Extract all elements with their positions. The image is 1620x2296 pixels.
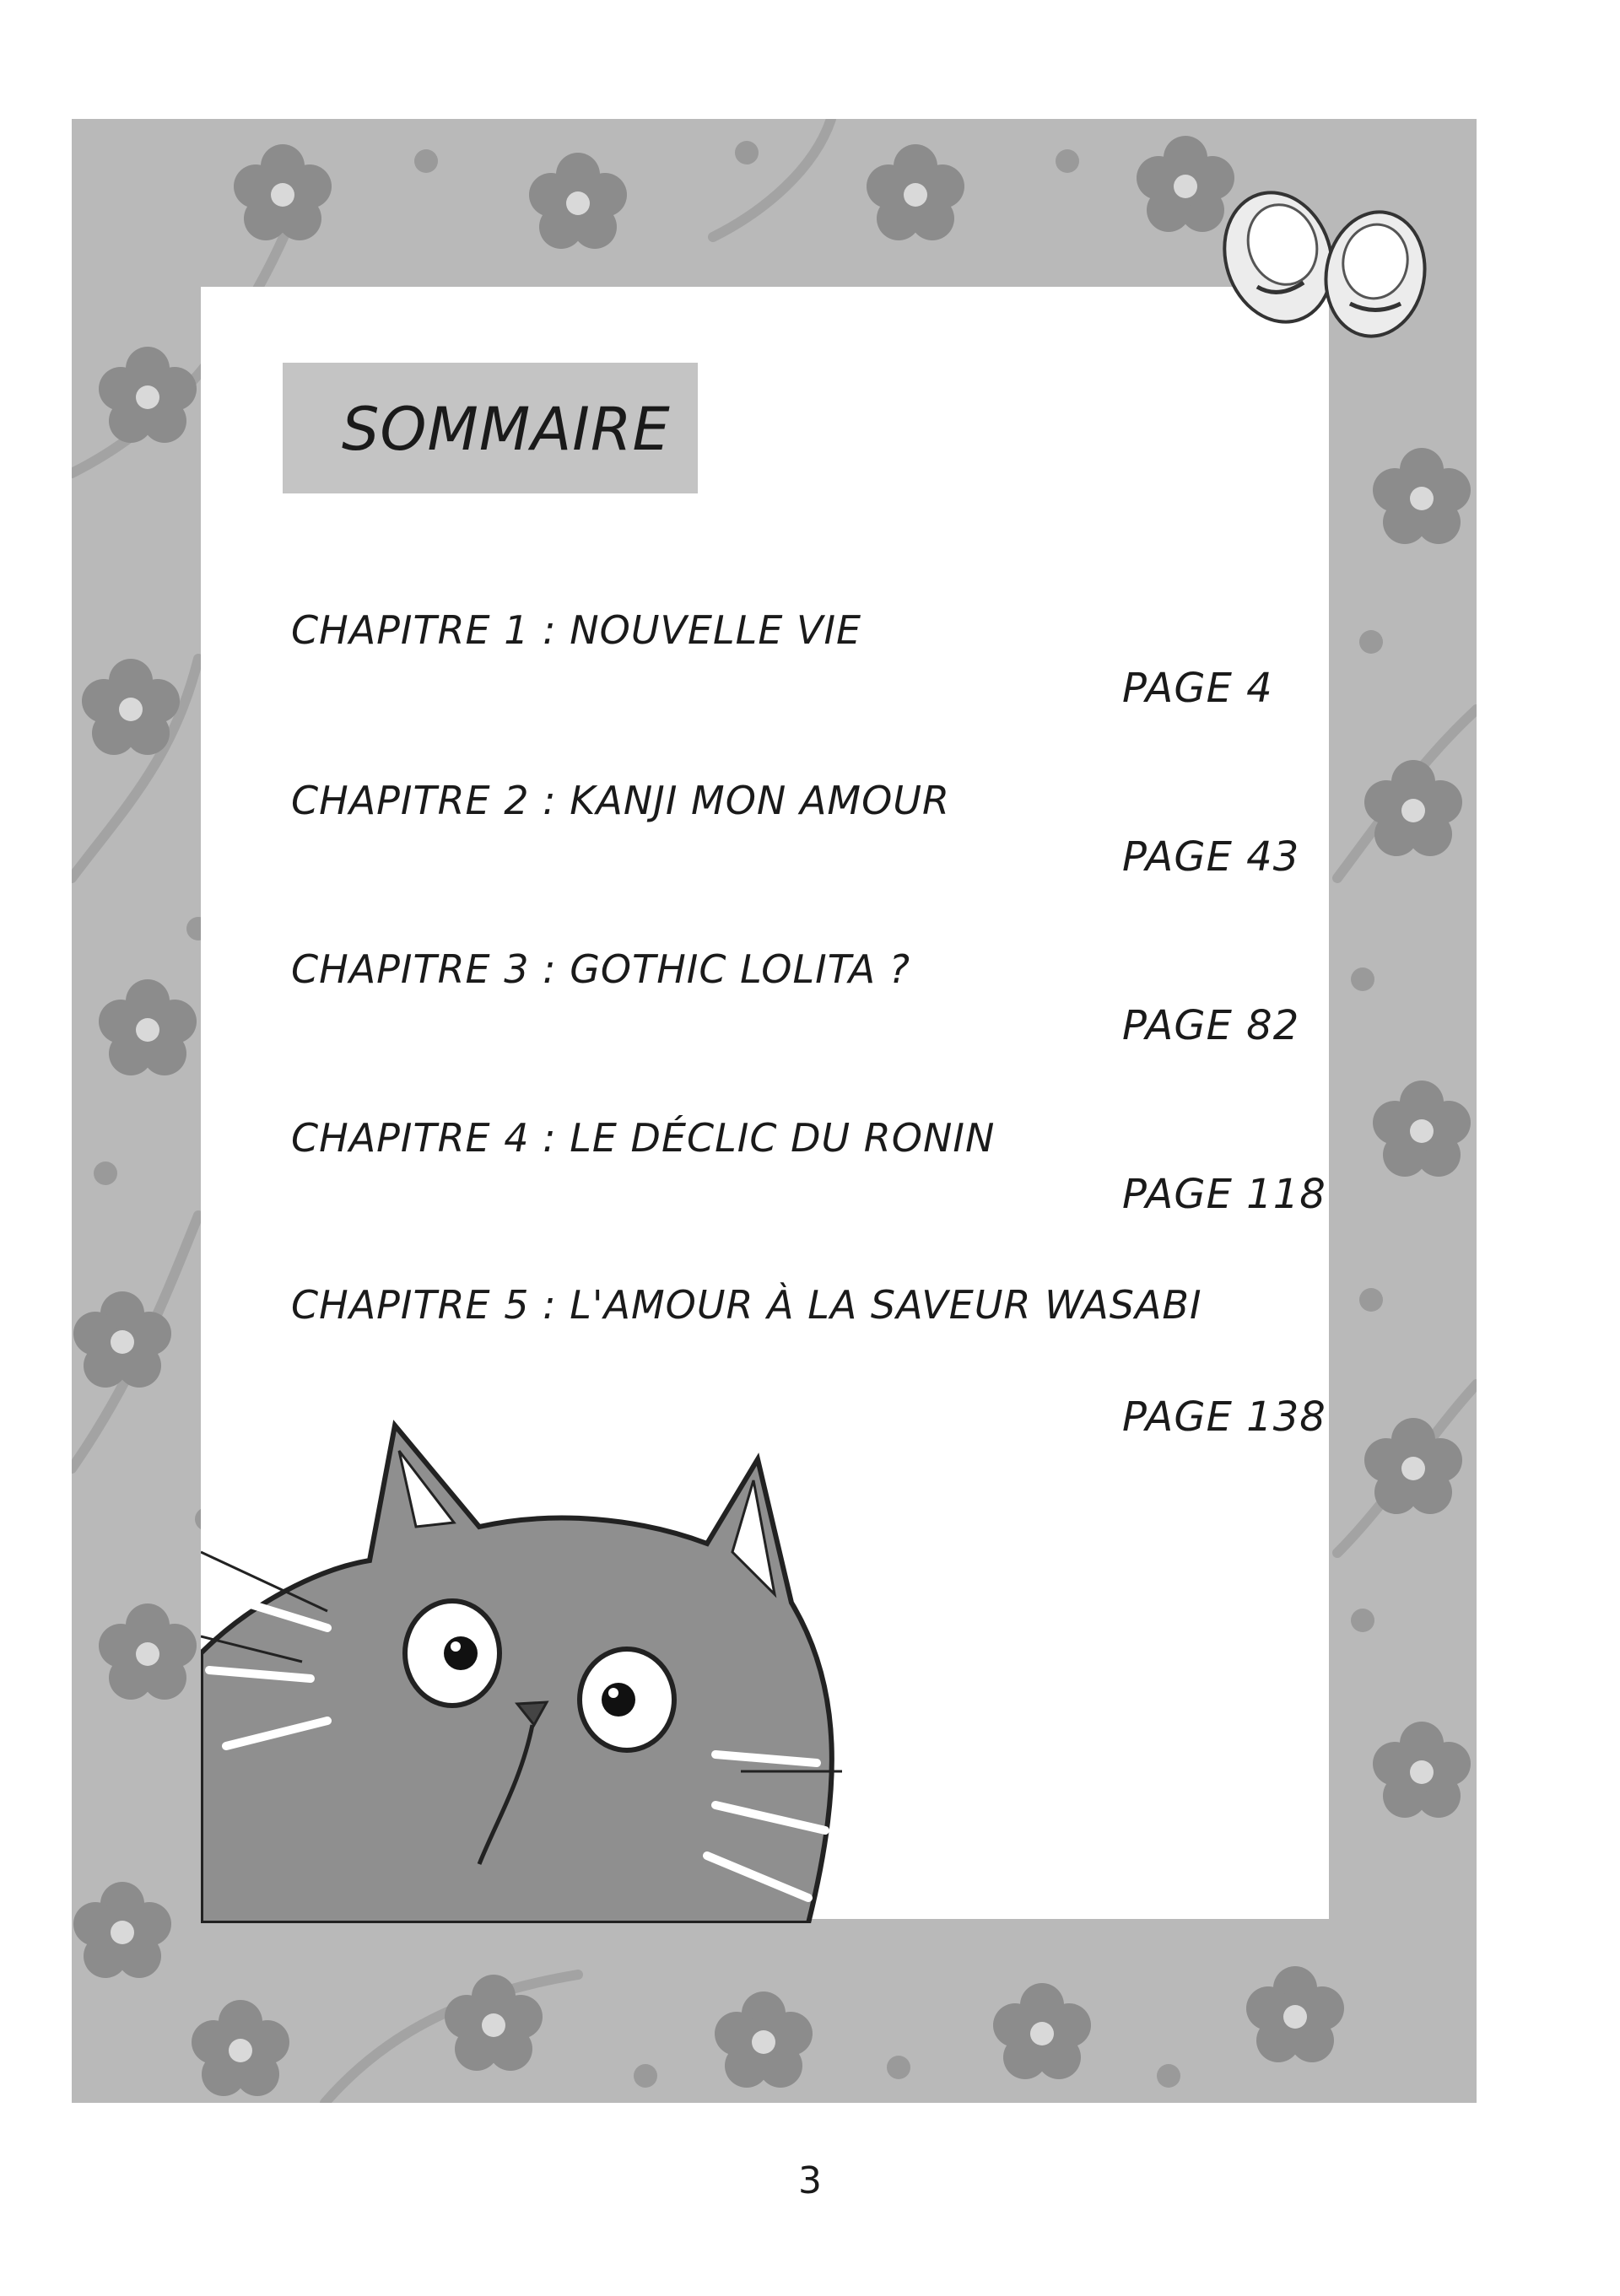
page-title: SOMMAIRE: [342, 395, 671, 464]
chapter-2-title: CHAPITRE 2 : KANJI MON AMOUR: [291, 778, 950, 823]
chapter-5-page: PAGE 138: [1122, 1393, 1326, 1441]
chapter-1-page: PAGE 4: [1122, 665, 1273, 712]
chapter-5-title: CHAPITRE 5 : L'AMOUR À LA SAVEUR WASABI: [291, 1282, 1202, 1328]
chapter-2-page: PAGE 43: [1122, 833, 1300, 881]
chapter-3-page: PAGE 82: [1122, 1002, 1300, 1049]
title-box: [283, 363, 698, 493]
cat-peeking-illustration: [201, 1400, 842, 1923]
chapter-4-title: CHAPITRE 4 : LE DÉCLIC DU RONIN: [291, 1115, 996, 1161]
page-number: 3: [798, 2159, 822, 2202]
chapter-3-title: CHAPITRE 3 : GOTHIC LOLITA ?: [291, 946, 911, 992]
chapter-4-page: PAGE 118: [1122, 1171, 1326, 1218]
shoes-illustration: [1215, 177, 1434, 346]
chapter-1-title: CHAPITRE 1 : NOUVELLE VIE: [291, 607, 862, 653]
